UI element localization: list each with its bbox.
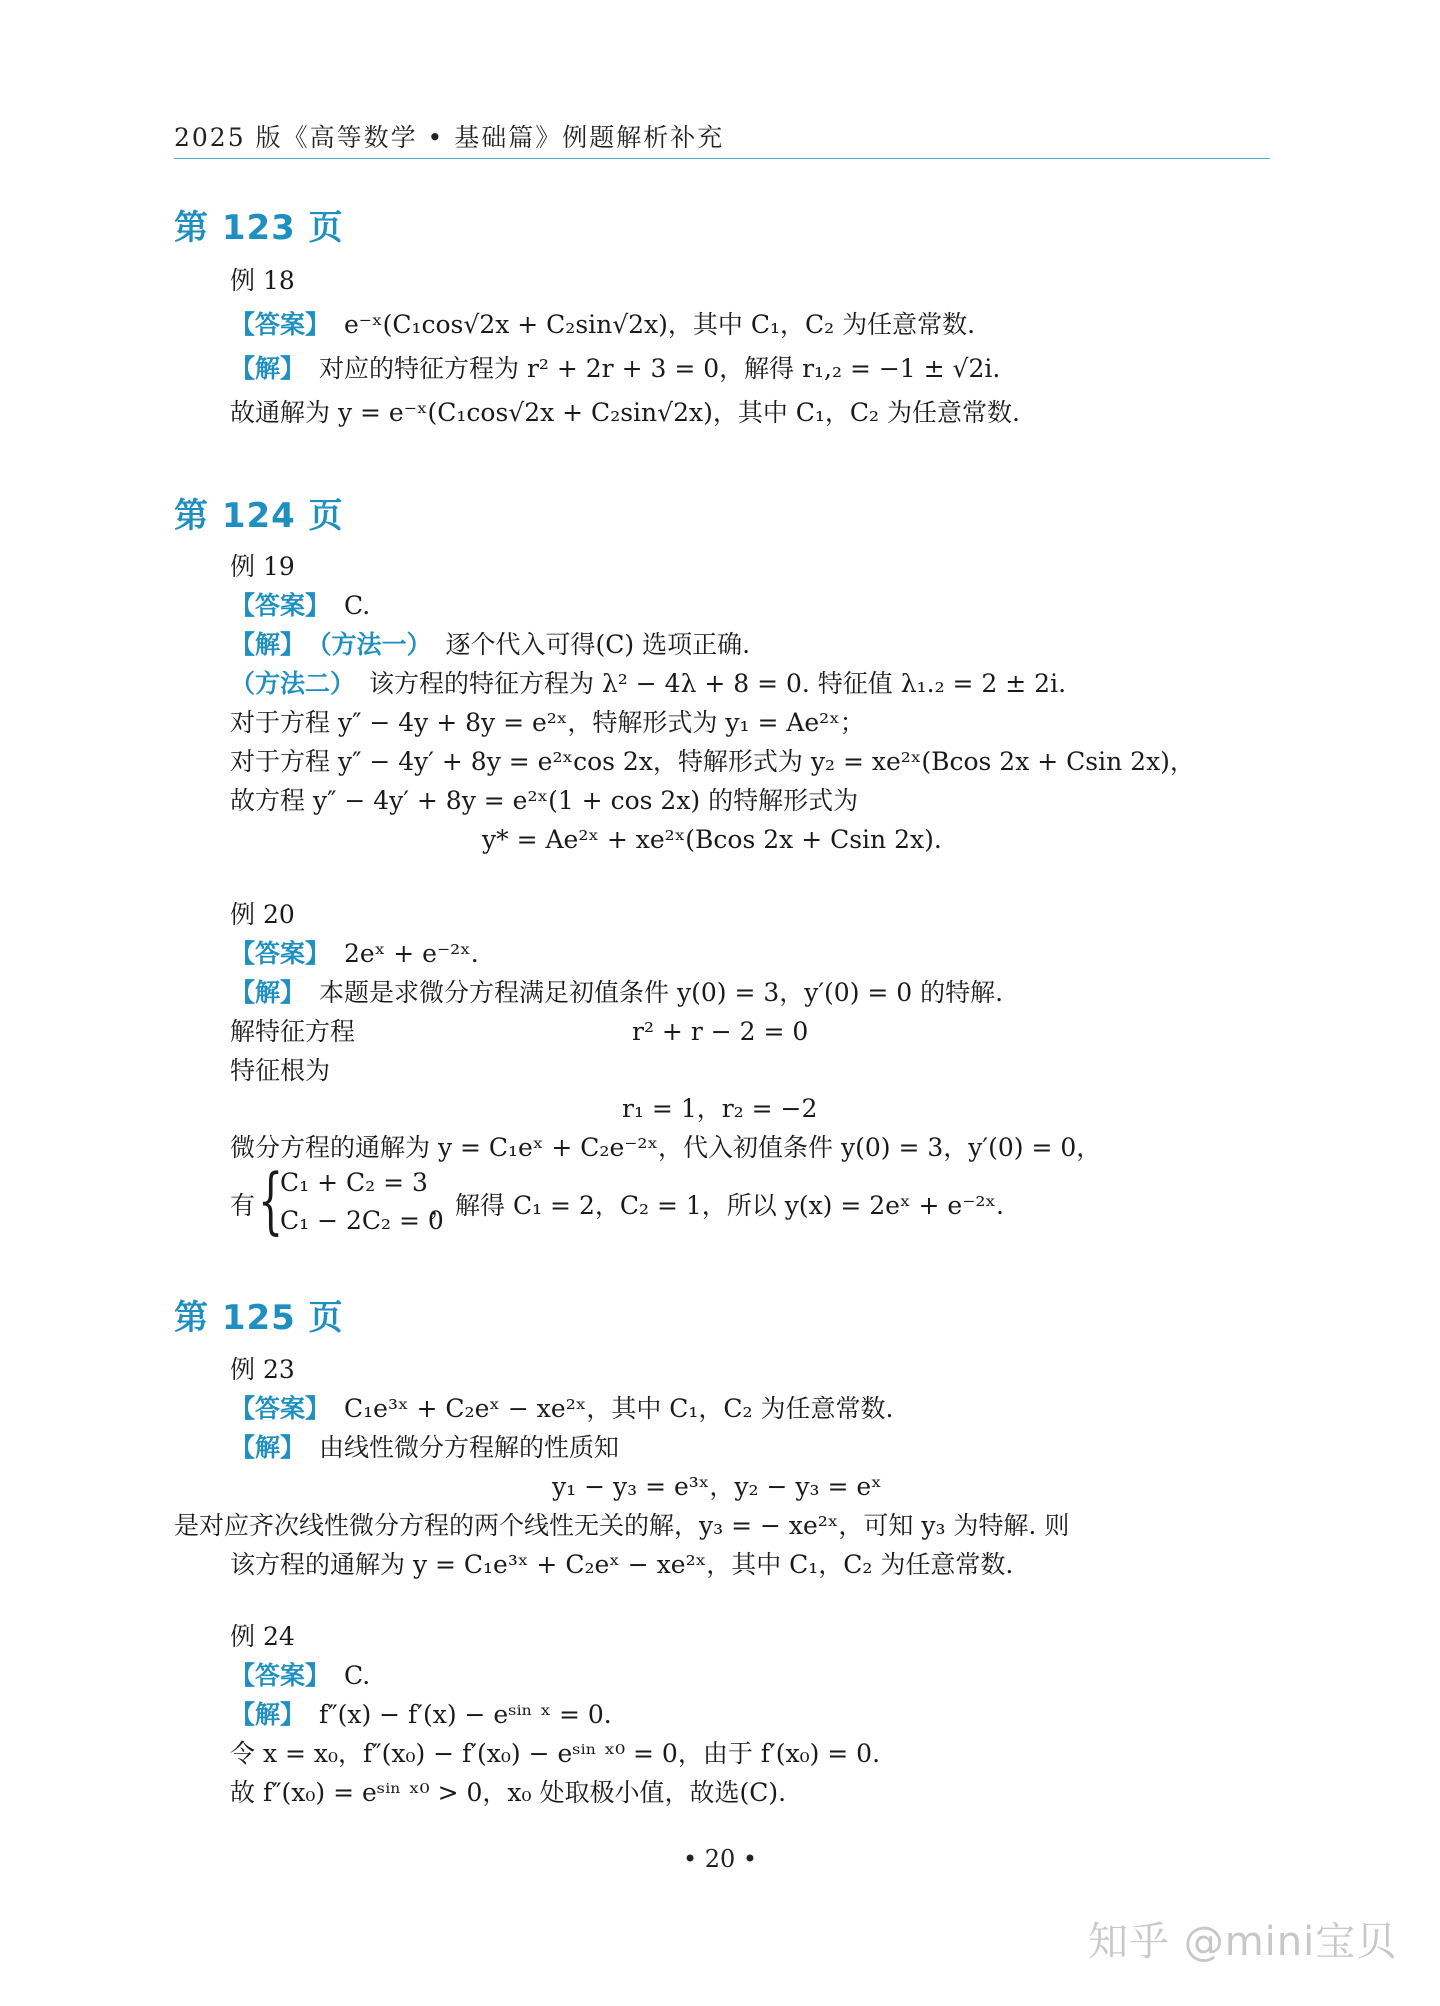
answer-label: 【答案】 xyxy=(230,591,331,620)
example-24-answer xyxy=(230,1659,370,1693)
solution-label: 【解】 xyxy=(230,1433,306,1462)
solution-text: 由线性微分方程解的性质知 xyxy=(319,1433,620,1462)
example-19-line-4: 对于方程 y″ − 4y + 8y = e²ˣ，特解形式为 y₁ = Ae²ˣ； xyxy=(230,708,865,737)
header-rule xyxy=(174,158,1270,159)
example-23-solution xyxy=(230,1431,619,1465)
example-18-title: 例 18 xyxy=(230,266,295,295)
solution-label: 【解】 xyxy=(230,978,306,1007)
left-brace: { xyxy=(258,1158,284,1242)
example-20-char-label: 解特征方程 xyxy=(230,1017,356,1046)
example-19-method-1 xyxy=(230,628,750,662)
answer-text: e⁻ˣ(C₁cos√2x + C₂sin√2x)，其中 C₁，C₂ 为任意常数. xyxy=(344,310,976,339)
example-18-answer xyxy=(230,308,975,342)
answer-text: C. xyxy=(344,591,371,620)
section-heading-124: 第 124 页 xyxy=(174,496,344,536)
answer-label: 【答案】 xyxy=(230,1394,331,1423)
solution-text: 本题是求微分方程满足初值条件 y(0) = 3，y′(0) = 0 的特解. xyxy=(319,978,1004,1007)
example-23-difference-equations: y₁ − y₃ = e³ˣ，y₂ − y₃ = eˣ xyxy=(552,1472,882,1501)
example-23-line-4: 是对应齐次线性微分方程的两个线性无关的解，y₃ = − xe²ˣ，可知 y₃ 为特解. 则 xyxy=(174,1511,1070,1540)
answer-label: 【答案】 xyxy=(230,1661,331,1690)
answer-text: 2eˣ + e⁻²ˣ. xyxy=(344,939,479,968)
example-19-answer xyxy=(230,589,370,623)
solution-text: f″(x) − f′(x) − eˢⁱⁿ ˣ = 0. xyxy=(319,1700,612,1729)
example-19-method-2 xyxy=(230,667,1066,701)
example-19-title: 例 19 xyxy=(230,552,295,581)
example-20-char-equation: r² + r − 2 = 0 xyxy=(632,1017,809,1046)
answer-text: C. xyxy=(344,1661,371,1690)
example-20-roots-label: 特征根为 xyxy=(230,1056,331,1085)
running-header: 2025 版《高等数学 • 基础篇》例题解析补充 xyxy=(174,123,725,152)
example-19-line-6: 故方程 y″ − 4y′ + 8y = e²ˣ(1 + cos 2x) 的特解形式为 xyxy=(230,786,859,815)
example-23-line-5: 该方程的通解为 y = C₁e³ˣ + C₂eˣ − xe²ˣ，其中 C₁，C₂ 为任意常数. xyxy=(230,1550,1014,1579)
answer-text: C₁e³ˣ + C₂eˣ − xe²ˣ，其中 C₁，C₂ 为任意常数. xyxy=(344,1394,894,1423)
solution-label: 【解】 xyxy=(230,1700,306,1729)
system-prefix: 有 xyxy=(230,1191,256,1220)
method-2-label: （方法二） xyxy=(230,669,356,698)
example-20-solution xyxy=(230,976,1003,1010)
example-20-title: 例 20 xyxy=(230,900,295,929)
example-23-answer xyxy=(230,1392,893,1426)
example-20-roots: r₁ = 1，r₂ = −2 xyxy=(622,1094,818,1123)
example-20-answer xyxy=(230,937,479,971)
solution-label: 【解】 xyxy=(230,630,306,659)
example-24-line-4: 令 x = x₀，f″(x₀) − f′(x₀) − eˢⁱⁿ ˣ⁰ = 0，由于 f′(x₀) = 0. xyxy=(230,1739,881,1768)
answer-label: 【答案】 xyxy=(230,310,331,339)
section-heading-125: 第 125 页 xyxy=(174,1298,344,1338)
method-2-text: 该方程的特征方程为 λ² − 4λ + 8 = 0. 特征值 λ₁.₂ = 2 ± 2i. xyxy=(369,669,1067,698)
example-18-solution xyxy=(230,352,1000,386)
example-19-line-5: 对于方程 y″ − 4y′ + 8y = e²ˣcos 2x，特解形式为 y₂ = xe²ˣ(Bcos 2x + Csin 2x)， xyxy=(230,747,1195,776)
section-heading-123: 第 123 页 xyxy=(174,208,344,248)
method-1-label: （方法一） xyxy=(319,630,432,659)
example-24-solution xyxy=(230,1698,612,1732)
example-24-line-5: 故 f″(x₀) = eˢⁱⁿ ˣ⁰ > 0，x₀ 处取极小值，故选(C). xyxy=(230,1778,787,1807)
system-equation-1: C₁ + C₂ = 3 xyxy=(280,1168,428,1197)
page-number: • 20 • xyxy=(682,1845,758,1873)
answer-label: 【答案】 xyxy=(230,939,331,968)
example-19-particular-form: y* = Ae²ˣ + xe²ˣ(Bcos 2x + Csin 2x). xyxy=(482,825,942,854)
solution-text: 对应的特征方程为 r² + 2r + 3 = 0，解得 r₁,₂ = −1 ± √2i. xyxy=(319,354,1001,383)
solution-label: 【解】 xyxy=(230,354,306,383)
system-equation-2: C₁ − 2C₂ = 0 xyxy=(280,1206,444,1235)
example-24-title: 例 24 xyxy=(230,1622,295,1651)
example-23-title: 例 23 xyxy=(230,1355,295,1384)
system-result: ，解得 C₁ = 2，C₂ = 1，所以 y(x) = 2eˣ + e⁻²ˣ. xyxy=(430,1191,1004,1220)
watermark: 知乎 @mini宝贝 xyxy=(1088,1919,1398,1965)
example-20-general-solution: 微分方程的通解为 y = C₁eˣ + C₂e⁻²ˣ，代入初值条件 y(0) = 3，y′(0) = 0， xyxy=(230,1133,1102,1162)
example-18-general-solution: 故通解为 y = e⁻ˣ(C₁cos√2x + C₂sin√2x)，其中 C₁，C₂ 为任意常数. xyxy=(230,398,1020,427)
method-1-text: 逐个代入可得(C) 选项正确. xyxy=(445,630,751,659)
